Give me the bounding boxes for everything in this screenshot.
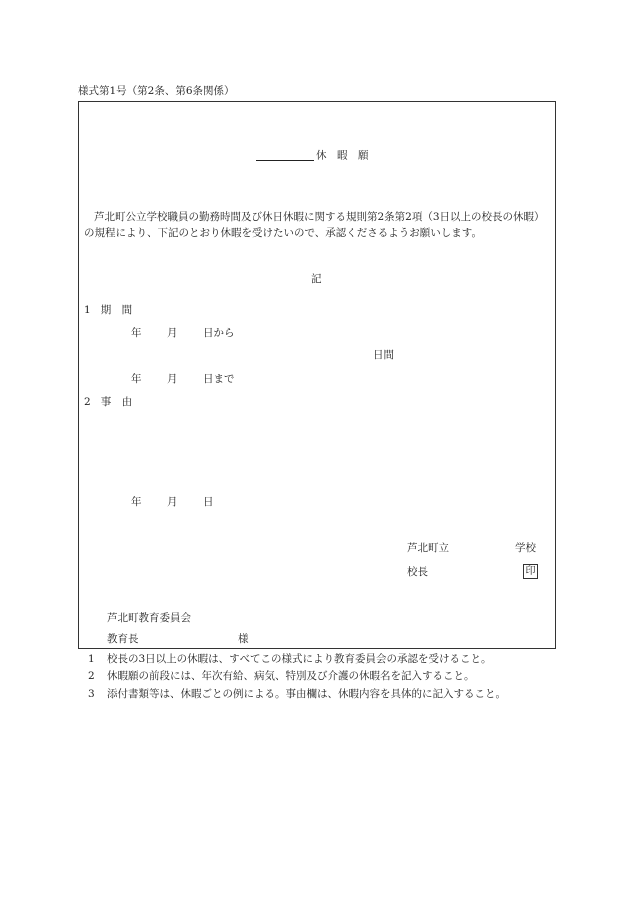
intro-paragraph: 芦北町公立学校職員の勤務時間及び休日休暇に関する規則第2条第2項（3日以上の校長の休暇）の規程により、下記のとおり休暇を受けたいので、承認くださるようお願いします。: [84, 211, 545, 239]
reason-num: 2: [84, 396, 91, 408]
superintendent-title: 教育長: [107, 633, 139, 645]
date-day: 日: [203, 496, 214, 508]
board-name: 芦北町教育委員会: [107, 612, 191, 624]
school-suffix: 学校: [515, 542, 536, 554]
days-unit: 日間: [373, 349, 394, 361]
reason-label: 事 由: [100, 396, 133, 408]
note-text: 校長の3日以上の休暇は、すべてこの様式により教育委員会の承認を受けること。: [107, 653, 492, 665]
date-month: 月: [167, 496, 178, 508]
reason-section: [84, 397, 132, 408]
note-num: 2: [88, 670, 95, 682]
note-num: 3: [88, 688, 95, 700]
from-day: 日から: [203, 327, 235, 339]
leave-type-blank[interactable]: [256, 150, 314, 161]
from-month: 月: [167, 327, 178, 339]
ki-label: 記: [311, 273, 322, 285]
to-year: 年: [131, 373, 142, 385]
note-item: [0, 671, 630, 687]
note-num: 1: [88, 653, 95, 665]
school-prefix: 芦北町立: [407, 542, 449, 554]
from-year: 年: [131, 327, 142, 339]
period-num: 1: [84, 304, 91, 316]
form-number-label: 様式第1号（第2条、第6条関係）: [78, 85, 235, 97]
form-frame: [78, 101, 556, 649]
principal-label: 校長: [407, 566, 428, 578]
form-title: [256, 150, 369, 161]
note-text: 休暇願の前段には、年次有給、病気、特別及び介護の休暇名を記入すること。: [107, 670, 475, 682]
seal-stamp-icon: 印: [523, 564, 538, 579]
honorific: 様: [238, 633, 249, 645]
note-text: 添付書類等は、休暇ごとの例による。事由欄は、休暇内容を具体的に記入すること。: [107, 688, 506, 700]
period-label: 期 間: [100, 304, 133, 316]
title-text: 休 暇 願: [316, 149, 369, 162]
date-year: 年: [131, 496, 142, 508]
period-section: [84, 305, 132, 316]
to-day: 日まで: [203, 373, 235, 385]
to-month: 月: [167, 373, 178, 385]
note-item: [0, 654, 630, 670]
note-item: [0, 689, 630, 705]
